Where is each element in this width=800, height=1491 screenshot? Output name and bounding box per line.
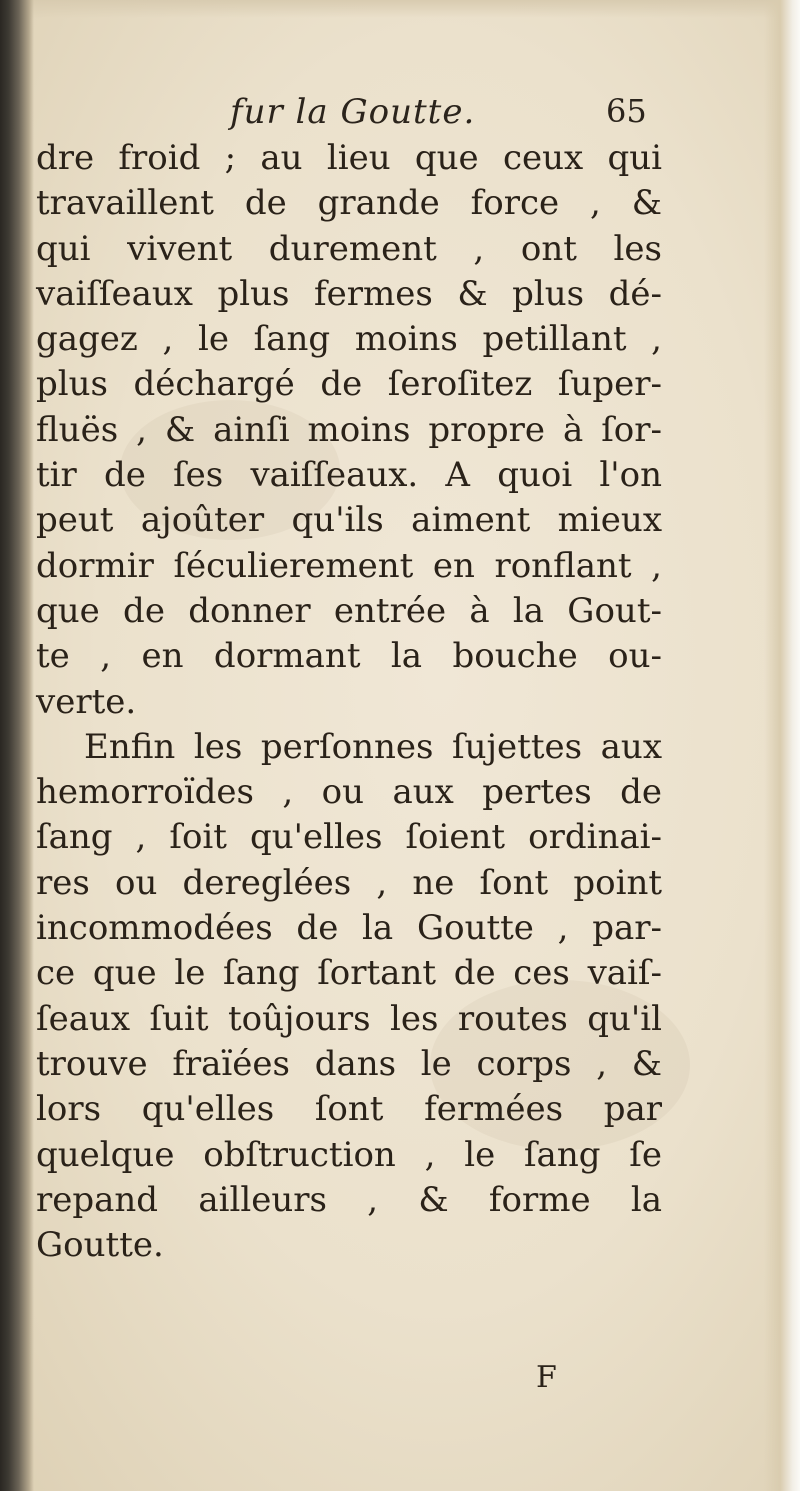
running-head: fur la Goutte.	[230, 92, 476, 132]
text-line: repand ailleurs , & forme la	[36, 1179, 662, 1220]
text-line: travaillent de grande force , &	[36, 183, 662, 224]
text-line: ſang , ſoit qu'elles ſoient ordinai-	[36, 817, 662, 858]
text-line: dre froid ; au lieu que ceux qui	[36, 138, 662, 178]
text-line: peut ajoûter qu'ils aiment mieux	[36, 500, 662, 541]
text-line: verte.	[36, 681, 137, 722]
text-line: trouve fraïées dans le corps , &	[36, 1043, 662, 1084]
text-line: que de donner entrée à la Gout-	[36, 590, 662, 631]
signature-mark: F	[536, 1360, 557, 1395]
text-line: vaiſſeaux plus fermes & plus dé-	[36, 273, 662, 314]
paragraph	[36, 136, 662, 725]
text-line: res ou dereglées , ne ſont point	[36, 862, 662, 903]
page-fore-edge	[764, 0, 800, 1491]
text-line: lors qu'elles ſont fermées par	[36, 1089, 662, 1130]
text-line: ſeaux ſuit toûjours les routes qu'il	[36, 998, 662, 1039]
text-line: gagez , le ſang moins petillant ,	[36, 319, 662, 360]
paragraph	[36, 725, 662, 1269]
text-line: qui vivent durement , ont les	[36, 228, 662, 269]
page-header	[40, 92, 660, 140]
text-line: ce que le ſang ſortant de ces vaiſ-	[36, 953, 662, 994]
text-line: te , en dormant la bouche ou-	[36, 636, 662, 677]
text-line: dormir ſéculierement en ronflant ,	[36, 545, 662, 586]
text-line: hemorroïdes , ou aux pertes de	[36, 772, 662, 813]
text-line: fluës , & ainſi moins propre à ſor-	[36, 409, 662, 450]
text-line: tir de ſes vaiſſeaux. A quoi l'on	[36, 455, 662, 496]
book-spine-shadow	[0, 0, 34, 1491]
text-line: incommodées de la Goutte , par-	[36, 908, 662, 949]
page-top-edge	[0, 0, 800, 18]
body-text	[36, 136, 662, 1268]
text-line: quelque obſtruction , le ſang ſe	[36, 1134, 662, 1175]
text-line: Enfin les perſonnes ſujettes aux	[84, 726, 662, 767]
text-line: Goutte.	[36, 1225, 164, 1266]
text-line: plus déchargé de ſeroſitez ſuper-	[36, 364, 662, 405]
page-number: 65	[606, 92, 647, 130]
